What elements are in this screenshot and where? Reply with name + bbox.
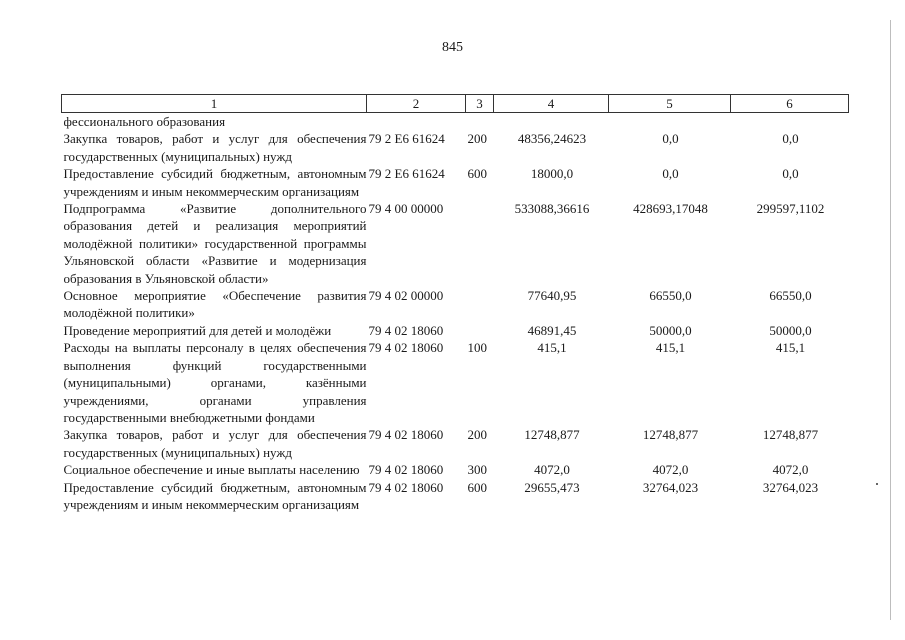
row-expense-type: 600: [467, 166, 487, 182]
table-row: [62, 113, 849, 131]
table-row: [62, 322, 849, 339]
row-value-col6: 0,0: [782, 131, 799, 147]
row-expense-type: 600: [467, 479, 487, 495]
row-value-col5: 50000,0: [649, 322, 692, 338]
row-value-col5: 0,0: [662, 131, 679, 147]
row-name: Закупка товаров, работ и услуг для обеспечения государственных (муниципальных) нужд: [63, 131, 367, 164]
row-value-col4: 29655,473: [524, 479, 580, 495]
header-col-1: 1: [62, 95, 367, 113]
header-col-5: 5: [609, 95, 731, 113]
row-value-col6: 4072,0: [772, 462, 809, 478]
row-value-col6: 0,0: [782, 166, 799, 182]
row-code: 79 4 02 18060: [368, 427, 444, 443]
page-edge-line: [890, 20, 891, 620]
row-value-col6: [731, 113, 849, 131]
row-expense-type: [466, 287, 494, 322]
row-code: [367, 113, 466, 131]
row-name: Расходы на выплаты персоналу в целях обеспечения выполнения функций государственными (муниципальными) органами, казёнными учреждениями, органами управления государственными внебюджетными фондами: [63, 340, 367, 425]
row-name: Подпрограмма «Развитие дополнительного образования детей и реализация мероприятий молодёжной политики» государственной программы Ульяновской области «Развитие и модернизация образования в Ульяновской области»: [63, 201, 367, 286]
row-code: 79 2 Е6 61624: [368, 166, 445, 182]
row-value-col4: 48356,24623: [517, 131, 587, 147]
row-value-col6: 32764,023: [762, 479, 819, 495]
row-expense-type: 200: [467, 427, 487, 443]
table-row: [62, 287, 849, 322]
header-col-3: 3: [466, 95, 494, 113]
header-col-2: 2: [367, 95, 466, 113]
row-name: Предоставление субсидий бюджетным, автономным учреждениям и иным некоммерческим организациям: [63, 479, 367, 512]
row-value-col5: 428693,17048: [633, 201, 708, 217]
row-expense-type: 200: [467, 131, 487, 147]
row-value-col5: 4072,0: [652, 462, 689, 478]
table-row: [62, 130, 849, 165]
scan-speck: [876, 483, 878, 485]
row-code: 79 4 02 18060: [368, 462, 444, 478]
row-value-col5: [609, 113, 731, 131]
row-value-col6: 415,1: [775, 340, 806, 356]
header-col-4: 4: [494, 95, 609, 113]
row-code: 79 4 02 18060: [368, 479, 444, 495]
row-value-col4: 415,1: [537, 340, 567, 356]
row-name: Основное мероприятие «Обеспечение развития молодёжной политики»: [63, 288, 367, 321]
row-code: 79 2 Е6 61624: [368, 131, 445, 147]
row-expense-type: 300: [467, 462, 487, 478]
row-value-col4: 46891,45: [527, 322, 577, 338]
row-value-col5: 66550,0: [649, 288, 692, 304]
row-value-col6: 299597,1102: [756, 201, 825, 217]
row-code: 79 4 02 00000: [368, 288, 444, 304]
row-value-col6: 12748,877: [762, 427, 819, 443]
row-value-col5: 32764,023: [642, 479, 699, 495]
table-row: [62, 426, 849, 461]
row-value-col6: 50000,0: [769, 322, 812, 338]
row-value-col4: [494, 113, 609, 131]
row-expense-type: [466, 322, 494, 339]
row-value-col4: 12748,877: [524, 427, 580, 443]
row-code: 79 4 00 00000: [368, 201, 444, 217]
header-col-6: 6: [731, 95, 849, 113]
row-expense-type: [466, 200, 494, 287]
row-value-col5: 12748,877: [642, 427, 699, 443]
row-name: Социальное обеспечение и иные выплаты населению: [63, 462, 360, 478]
table-row: [62, 461, 849, 478]
page-number: 845: [442, 40, 463, 55]
row-code: 79 4 02 18060: [368, 340, 444, 356]
table-row: [62, 165, 849, 200]
budget-table: [61, 94, 849, 513]
row-name: Закупка товаров, работ и услуг для обеспечения государственных (муниципальных) нужд: [63, 427, 367, 460]
table-row: [62, 479, 849, 514]
row-value-col4: 77640,95: [527, 288, 577, 304]
row-value-col6: 66550,0: [769, 288, 812, 304]
table-header-row: [62, 95, 849, 113]
row-expense-type: [466, 113, 494, 131]
row-value-col4: 533088,36616: [514, 201, 590, 217]
table-row: [62, 200, 849, 287]
row-value-col5: 0,0: [662, 166, 679, 182]
row-name: Проведение мероприятий для детей и молодёжи: [63, 322, 332, 338]
row-value-col5: 415,1: [655, 340, 686, 356]
row-name: Предоставление субсидий бюджетным, автономным учреждениям и иным некоммерческим организациям: [63, 166, 367, 199]
row-name: фессионального образования: [63, 114, 226, 129]
row-value-col4: 4072,0: [534, 462, 570, 478]
row-value-col4: 18000,0: [530, 166, 574, 182]
row-expense-type: 100: [467, 340, 487, 356]
table-row: [62, 339, 849, 426]
row-code: 79 4 02 18060: [368, 322, 444, 338]
